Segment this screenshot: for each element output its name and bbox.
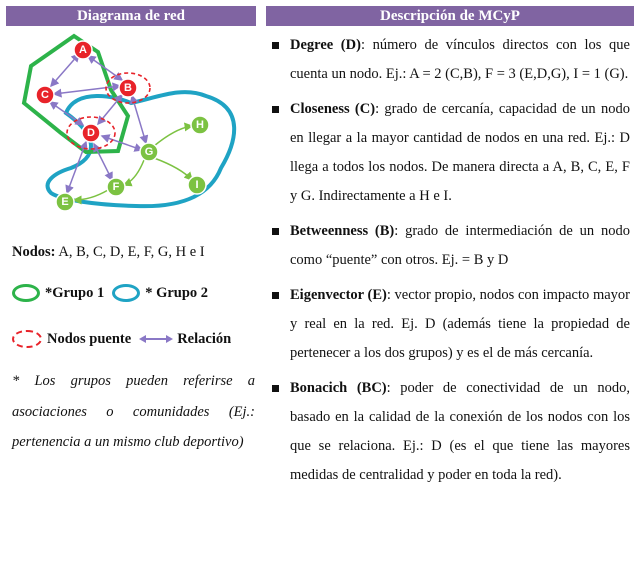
node-i xyxy=(188,176,206,194)
edge-g-h xyxy=(154,126,192,146)
metrics-list xyxy=(268,31,630,496)
svg-text:D: D xyxy=(87,127,95,139)
edge-a-c xyxy=(51,54,79,86)
list-item-eigenvector: Eigenvector (E): vector propio, nodos con impacto mayor y real en la red. Ej. D (además tiene la propiedad de pertenecer a los dos grupos) y es el de más cercanía. xyxy=(268,281,630,368)
list-item-betweenness: Betweenness (B): grado de intermediación de un nodo como “puente” con otros. Ej. = B y D xyxy=(268,217,630,275)
legend-relation: Relación xyxy=(177,330,232,347)
list-item-closeness: Closeness (C): grado de cercanía, capacidad de un nodo en llegar a la mayor cantidad de nodos en una red. Ej.: D llega a todos los nodos. De manera directa a A, B, C, E, F y G. Indirectamente a H e I. xyxy=(268,95,630,211)
edge-g-f xyxy=(124,160,144,185)
network-diagram xyxy=(6,28,256,218)
edge-c-d xyxy=(50,102,83,125)
list-item-degree: Degree (D): número de vínculos directos con los que cuenta un nodo. Ej.: A = 2 (C,B), F = 3 (E,D,G), I = 1 (G). xyxy=(268,31,630,89)
group2-oval-icon xyxy=(112,284,140,302)
svg-text:H: H xyxy=(196,119,204,131)
double-arrow-icon xyxy=(139,333,173,345)
node-h xyxy=(191,116,209,134)
svg-text:G: G xyxy=(144,146,154,158)
svg-text:I: I xyxy=(195,179,199,191)
list-item-bonacich: Bonacich (BC): poder de conectividad de un nodo, basado en la calidad de la conexión de los nodos con los que se relaciona. Ej.: D (es el que tiene las mayores medidas de centralidad y poder en toda la red). xyxy=(268,374,630,490)
node-c xyxy=(36,86,54,104)
svg-text:E: E xyxy=(61,196,69,208)
nodes-line xyxy=(12,244,258,261)
legend-groups xyxy=(12,284,258,302)
right-header: Descripción de MCyP xyxy=(266,6,634,26)
node-f xyxy=(107,178,125,196)
legend-group2: * Grupo 2 xyxy=(145,284,209,301)
node-g xyxy=(140,143,158,161)
svg-text:F: F xyxy=(112,181,120,193)
left-header: Diagrama de red xyxy=(6,6,256,26)
svg-text:B: B xyxy=(124,82,132,94)
node-a xyxy=(74,41,92,59)
edge-b-d xyxy=(98,95,122,124)
edge-f-e xyxy=(74,190,108,200)
legend-bridge: Nodos puente xyxy=(47,330,132,347)
svg-text:C: C xyxy=(41,89,49,101)
bridge-oval-icon xyxy=(12,330,42,348)
group1-oval-icon xyxy=(12,284,40,302)
nodes-list: A, B, C, D, E, F, G, H e I xyxy=(58,244,205,260)
svg-text:A: A xyxy=(79,44,87,56)
groups-note: * Los grupos pueden referirse a asociaciones o comunidades (Ej.: pertenencia a un mismo club deportivo) xyxy=(12,373,255,450)
legend-group1: *Grupo 1 xyxy=(45,284,105,301)
node-e xyxy=(56,193,74,211)
node-b xyxy=(119,79,137,97)
node-d xyxy=(82,124,100,142)
edge-g-i xyxy=(154,158,192,180)
legend-bridge-relation xyxy=(12,330,258,348)
nodes-label: Nodos: xyxy=(12,244,56,260)
